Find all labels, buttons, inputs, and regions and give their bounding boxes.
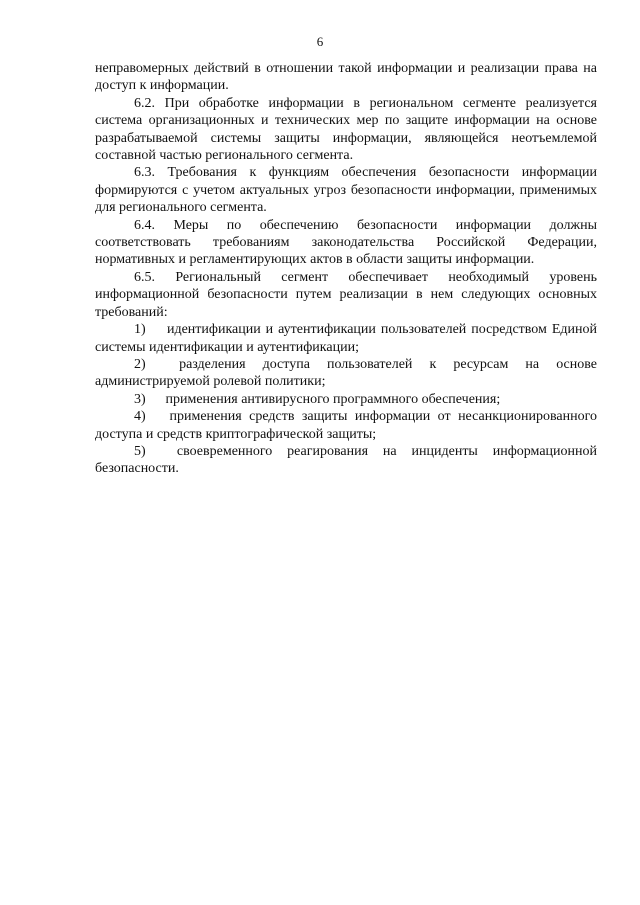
requirement-number: 2) <box>134 356 146 372</box>
requirement-number: 3) <box>134 391 146 407</box>
requirement-item <box>95 356 597 391</box>
paragraph-6-4: 6.4. Меры по обеспечению безопасности информации должны соответствовать требованиям законодательства Российской Федерации, нормативных и регламентирующих актов в области защиты информации. <box>95 217 597 268</box>
requirement-text: разделения доступа пользователей к ресурсам на основе администрируемой ролевой политики; <box>95 356 597 390</box>
paragraph-6-5: 6.5. Региональный сегмент обеспечивает необходимый уровень информационной безопасности путем реализации в нем следующих основных требований: <box>95 269 597 320</box>
page-number: 6 <box>316 34 324 49</box>
requirement-text: применения антивирусного программного обеспечения; <box>165 391 501 407</box>
requirement-item <box>95 443 597 478</box>
paragraph-6-2: 6.2. При обработке информации в региональном сегменте реализуется система организационных и технических мер по защите информации на основе разрабатываемой системы защиты информации, являющейся неотъемлемой составной частью регионального сегмента. <box>95 95 597 164</box>
requirement-text: идентификации и аутентификации пользователей посредством Единой системы идентификации и аутентификации; <box>95 322 597 355</box>
requirement-number: 5) <box>134 443 146 459</box>
document-body <box>95 60 597 478</box>
paragraph-continuation: неправомерных действий в отношении такой информации и реализации права на доступ к информации. <box>95 61 597 94</box>
requirement-text: своевременного реагирования на инциденты информационной безопасности. <box>95 443 597 477</box>
requirement-number: 1) <box>134 322 146 338</box>
paragraph-6-3: 6.3. Требования к функциям обеспечения безопасности информации формируются с учетом актуальных угроз безопасности информации, применимых для регионального сегмента. <box>95 165 597 216</box>
requirement-item <box>95 408 597 443</box>
requirement-item <box>95 391 597 408</box>
requirement-number: 4) <box>134 409 146 425</box>
requirement-text: применения средств защиты информации от несанкционированного доступа и средств криптографической защиты; <box>95 409 598 442</box>
requirement-item <box>95 321 597 356</box>
